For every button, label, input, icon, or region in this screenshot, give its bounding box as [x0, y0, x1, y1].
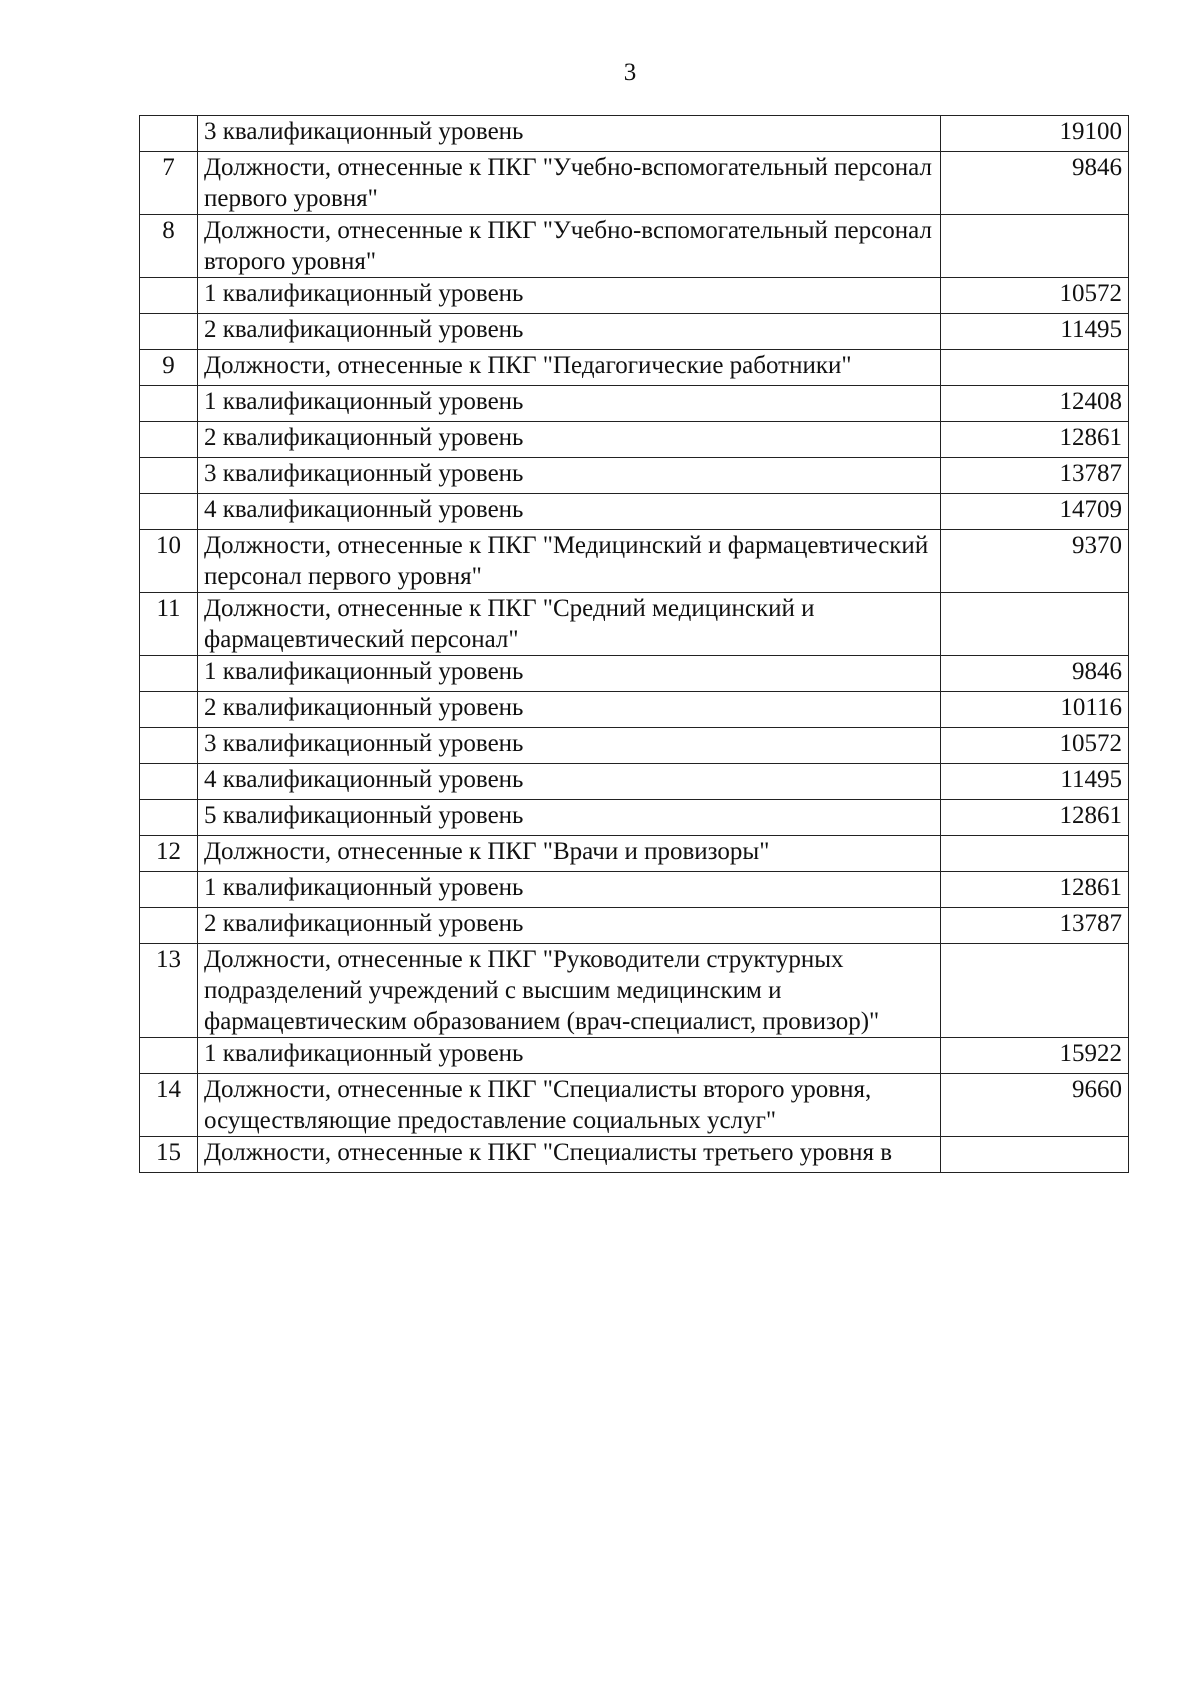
table-row	[140, 494, 1129, 530]
table-row	[140, 386, 1129, 422]
table-row	[140, 692, 1129, 728]
salary-value: 13787	[941, 458, 1129, 494]
salary-value: 12861	[941, 422, 1129, 458]
row-number	[140, 422, 198, 458]
salary-value: 14709	[941, 494, 1129, 530]
row-number	[140, 494, 198, 530]
position-name: 5 квалификационный уровень	[198, 800, 941, 836]
salary-value: 13787	[941, 908, 1129, 944]
row-number	[140, 872, 198, 908]
table-row	[140, 458, 1129, 494]
position-name: Должности, отнесенные к ПКГ "Специалисты третьего уровня в	[198, 1137, 941, 1173]
salary-value: 19100	[941, 116, 1129, 152]
table-row	[140, 278, 1129, 314]
salary-value	[941, 836, 1129, 872]
table-row	[140, 656, 1129, 692]
row-number: 15	[140, 1137, 198, 1173]
position-name: 1 квалификационный уровень	[198, 656, 941, 692]
table-row	[140, 530, 1129, 593]
salary-value	[941, 944, 1129, 1038]
table-row	[140, 908, 1129, 944]
position-name: Должности, отнесенные к ПКГ "Средний медицинский и фармацевтический персонал"	[198, 593, 941, 656]
salary-value: 12408	[941, 386, 1129, 422]
row-number: 7	[140, 152, 198, 215]
table-row	[140, 800, 1129, 836]
table-row	[140, 116, 1129, 152]
row-number	[140, 116, 198, 152]
position-name: 3 квалификационный уровень	[198, 116, 941, 152]
position-name: 1 квалификационный уровень	[198, 1038, 941, 1074]
salary-value: 9846	[941, 656, 1129, 692]
salary-value: 9846	[941, 152, 1129, 215]
row-number	[140, 314, 198, 350]
row-number	[140, 764, 198, 800]
salary-value	[941, 215, 1129, 278]
row-number	[140, 692, 198, 728]
table-row	[140, 1038, 1129, 1074]
table-row	[140, 152, 1129, 215]
position-name: Должности, отнесенные к ПКГ "Специалисты второго уровня, осуществляющие предоставление социальных услуг"	[198, 1074, 941, 1137]
table-row	[140, 1137, 1129, 1173]
row-number	[140, 386, 198, 422]
position-name: Должности, отнесенные к ПКГ "Врачи и провизоры"	[198, 836, 941, 872]
row-number: 11	[140, 593, 198, 656]
table-row	[140, 314, 1129, 350]
position-name: 1 квалификационный уровень	[198, 278, 941, 314]
row-number	[140, 908, 198, 944]
row-number: 12	[140, 836, 198, 872]
salary-value	[941, 1137, 1129, 1173]
row-number	[140, 656, 198, 692]
table-row	[140, 422, 1129, 458]
salary-table	[139, 115, 1129, 1173]
table-row	[140, 728, 1129, 764]
position-name: 4 квалификационный уровень	[198, 764, 941, 800]
row-number: 10	[140, 530, 198, 593]
row-number	[140, 278, 198, 314]
row-number: 14	[140, 1074, 198, 1137]
position-name: 4 квалификационный уровень	[198, 494, 941, 530]
table-row	[140, 872, 1129, 908]
table-row	[140, 764, 1129, 800]
table-row	[140, 944, 1129, 1038]
table-row	[140, 215, 1129, 278]
salary-value: 11495	[941, 764, 1129, 800]
position-name: 1 квалификационный уровень	[198, 386, 941, 422]
table-row	[140, 350, 1129, 386]
salary-value: 9370	[941, 530, 1129, 593]
row-number: 13	[140, 944, 198, 1038]
position-name: 2 квалификационный уровень	[198, 314, 941, 350]
position-name: 2 квалификационный уровень	[198, 692, 941, 728]
salary-value: 11495	[941, 314, 1129, 350]
salary-value	[941, 593, 1129, 656]
table-row	[140, 836, 1129, 872]
position-name: 2 квалификационный уровень	[198, 908, 941, 944]
position-name: Должности, отнесенные к ПКГ "Учебно-вспомогательный персонал первого уровня"	[198, 152, 941, 215]
position-name: Должности, отнесенные к ПКГ "Руководители структурных подразделений учреждений с высшим медицинским и фармацевтическим образованием (врач-специалист, провизор)"	[198, 944, 941, 1038]
table-row	[140, 593, 1129, 656]
position-name: 3 квалификационный уровень	[198, 458, 941, 494]
row-number: 9	[140, 350, 198, 386]
position-name: Должности, отнесенные к ПКГ "Педагогические работники"	[198, 350, 941, 386]
salary-value: 10116	[941, 692, 1129, 728]
position-name: 1 квалификационный уровень	[198, 872, 941, 908]
salary-value: 10572	[941, 728, 1129, 764]
salary-value: 10572	[941, 278, 1129, 314]
position-name: 2 квалификационный уровень	[198, 422, 941, 458]
salary-value: 12861	[941, 872, 1129, 908]
salary-value	[941, 350, 1129, 386]
row-number	[140, 728, 198, 764]
row-number: 8	[140, 215, 198, 278]
salary-value: 15922	[941, 1038, 1129, 1074]
position-name: Должности, отнесенные к ПКГ "Медицинский и фармацевтический персонал первого уровня"	[198, 530, 941, 593]
position-name: Должности, отнесенные к ПКГ "Учебно-вспомогательный персонал второго уровня"	[198, 215, 941, 278]
table-row	[140, 1074, 1129, 1137]
row-number	[140, 458, 198, 494]
salary-value: 12861	[941, 800, 1129, 836]
position-name: 3 квалификационный уровень	[198, 728, 941, 764]
row-number	[140, 1038, 198, 1074]
row-number	[140, 800, 198, 836]
salary-value: 9660	[941, 1074, 1129, 1137]
page-number: 3	[623, 59, 637, 86]
